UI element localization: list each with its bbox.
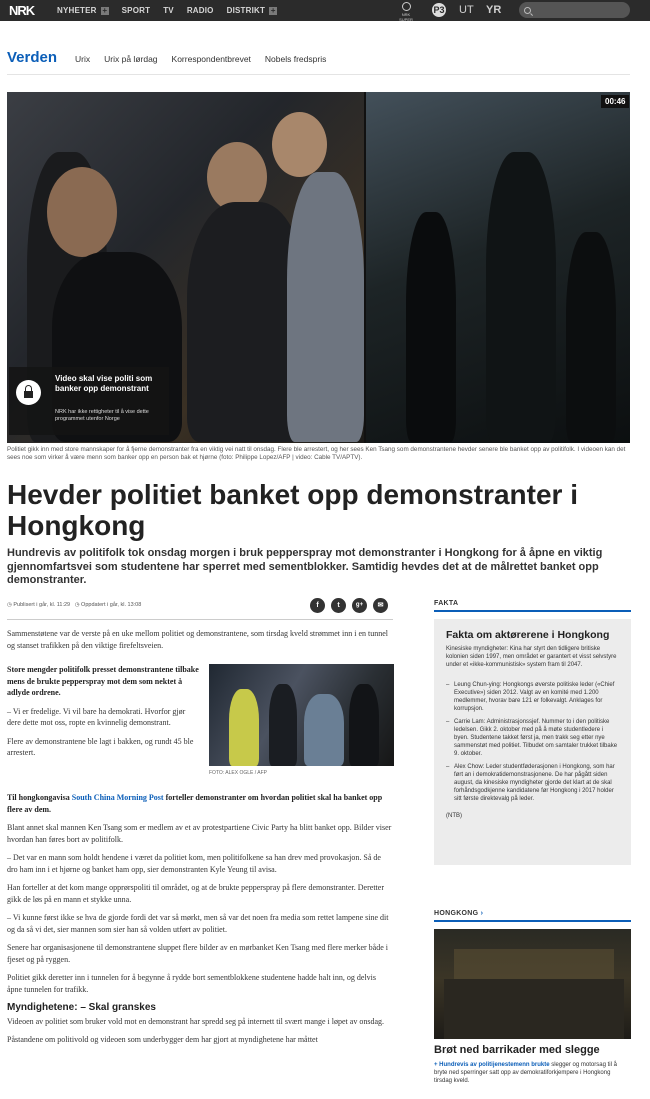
plus-icon[interactable]: + — [102, 5, 108, 15]
fakta-intro: Kinesiske myndigheter: Kina har styrt den tidligere britiske kolonien siden 1997, men området er garantert et visst selvstyre under et «ikke-kommunistisk» system fram til 2047. — [446, 646, 617, 668]
paragraph: Senere har organisasjonene til demonstrantene sluppet flere bilder av en mørbanket Ken Tsang med flere merker både i fjeset og på ryggen. — [7, 943, 389, 964]
paragraph: – Vi er fredelige. Vi vil bare ha demokrati. Hvorfor gjør dere dette mot oss, ropte en kvinnelig demonstrant. — [7, 706, 186, 727]
list-item: – Alex Chow: Leder studentføderasjonen i Hongkong, som har ført an i demokratidemonstrasjonene. De har pågått siden august, da kinesiske myndigheter gjorde det klart at de skal forhåndsgodkjenne kandidatene før Hongkong i 2017 holder sitt første direktevalg på leder. — [446, 763, 619, 803]
video-still — [366, 92, 630, 443]
divider — [434, 610, 631, 612]
paragraph: Videoen av politiet som bruker vold mot en demonstrant har spredd seg på internett til svært mange i løpet av onsdag. — [7, 1016, 384, 1026]
nav-item-radio[interactable]: RADIO — [186, 6, 214, 15]
p3-link[interactable]: P3 — [433, 5, 445, 15]
hongkong-label[interactable]: HONGKONG › — [434, 910, 484, 917]
fakta-source: (NTB) — [446, 813, 462, 819]
clock-icon: ◷ — [74, 602, 80, 608]
ut-link[interactable]: UT — [459, 4, 474, 16]
paragraph: – Vi kunne først ikke se hva de gjorde fordi det var så mørkt, men så var det noen fra media som rettet lampene sine dit og da så vi det, sier mannen som sier han så volden utført av politiet. — [7, 913, 389, 934]
article-meta — [7, 602, 141, 608]
inline-photo-caption: FOTO: ALEX OGLE / AFP — [209, 770, 267, 776]
video-locked-panel[interactable] — [9, 367, 169, 435]
nav-item-distrikt[interactable]: DISTRIKT + — [226, 5, 276, 15]
nrk-super-icon — [402, 2, 411, 11]
chevron-right-icon: › — [480, 910, 484, 917]
video-title: Video skal vise politi som banker opp demonstrant — [55, 374, 153, 393]
yr-link[interactable]: YR — [486, 4, 502, 16]
clock-icon: ◷ — [7, 602, 12, 608]
article-title: Hevder politiet banket opp demonstranter i Hongkong — [7, 479, 578, 541]
paragraph: Politiet gikk deretter inn i tunnelen for å begynne å rydde bort sementblokkene studentene hadde halt inn, og delvis åpne tunnelen for trafikk. — [7, 973, 377, 994]
googleplus-share-icon[interactable]: g+ — [352, 598, 367, 613]
section-tab-nobels-fredspris[interactable]: Nobels fredspris — [264, 54, 327, 64]
facebook-share-icon[interactable]: f — [310, 598, 325, 613]
section-tab-urix-lordag[interactable]: Urix på lørdag — [104, 54, 158, 64]
paragraph: Sammenstøtene var de verste på en uke mellom politiet og demonstrantene, som tirsdag kveld strømmet inn i en tunnel og stanset trafikken på den viktige firefeltsveien. — [7, 629, 389, 650]
paragraph: Flere av demonstrantene ble lagt i bakken, og rundt 45 ble arrestert. — [7, 736, 194, 757]
paragraph: Til hongkongavisa South China Morning Post forteller demonstranter om hvordan politiet skal ha banket opp flere av dem. — [7, 793, 383, 814]
section-nav — [7, 49, 340, 66]
hongkong-teaser-text: + Hundrevis av politijenestemenn brukte slegger og motorsag til å bryte ned sperringer satt opp av demokratiforkjempere i Hongkong tirsdag kveld. — [434, 1062, 617, 1084]
nrk-logo[interactable]: NRK — [9, 3, 35, 18]
section-tab-urix[interactable]: Urix — [75, 54, 91, 64]
list-item: – Carrie Lam: Administrasjonssjef. Nummer to i den politiske ledelsen. Gikk 2. oktober med på å møte studentledere i byen. Studentene takket først ja, men trakk seg etter nye sammenstøt med politiet. Tilbudet om samtaler trukket tilbake 9. oktober. — [446, 718, 619, 758]
article-lead: Hundrevis av politifolk tok onsdag morgen i bruk pepperspray mot demonstranter i Hongkong for å åpne en viktig gjennomfartsvei som studentene har sperret med sementblokker. Samtidig hevdes det at de målrettet banket opp demonstranter. — [7, 547, 603, 586]
hero-media[interactable] — [7, 92, 630, 443]
nav-item-tv[interactable]: TV — [163, 6, 174, 15]
inline-photo[interactable] — [209, 664, 394, 776]
paragraph: Han forteller at det kom mange opprørspoliti til området, og at de brukte pepperspray på flere demonstranter. Deretter gikk de løs på en mann et stykke unna. — [7, 883, 384, 904]
twitter-share-icon[interactable]: t — [331, 598, 346, 613]
plus-icon[interactable]: + — [270, 5, 276, 15]
divider — [434, 920, 631, 922]
fakta-list — [446, 681, 619, 803]
main-nav — [57, 6, 290, 15]
updated-time: Oppdatert i går, kl. 13:08 — [81, 602, 142, 608]
article-body-continued — [7, 792, 393, 1053]
mail-share-icon[interactable]: ✉ — [373, 598, 388, 613]
scmp-link[interactable]: South China Morning Post — [71, 793, 164, 802]
inline-photo-image — [209, 664, 394, 766]
nav-item-nyheter[interactable]: NYHETER + — [57, 5, 108, 15]
hongkong-teaser-image[interactable] — [434, 929, 631, 1039]
hongkong-teaser-title[interactable]: Brøt ned barrikader med slegge — [434, 1044, 600, 1056]
hongkong-teaser-link[interactable]: + Hundrevis av politijenestemenn brukte — [434, 1062, 550, 1068]
video-duration: 00:46 — [601, 95, 629, 108]
hero-caption: Politiet gikk inn med store mannskaper for å fjerne demonstranter fra en viktig vei natt til onsdag. Flere ble arrestert, og her sees Ken Tsang som demonstrantene hevder senere ble banket opp av politifolk. I videoen kan det sees noe som virker å være menn som banker opp en person bak et hjørne (foto: Philippe Lopez/AFP | video: Cable TV/APTV). — [7, 446, 626, 461]
paragraph: – Det var en mann som holdt hendene i været da politiet kom, men politifolkene sa han drev med provokasjon. Så de dro ham inn i et hjørne og banket ham opp, sier demonstranten Kyle Yeung til avisa. — [7, 853, 381, 874]
fakta-title: Fakta om aktørerene i Hongkong — [446, 629, 610, 641]
list-item: – Leung Chun-ying: Hongkongs øverste politiske leder («Chief Executive») siden 2012. Valgt av en komité med 1.200 medlemmer, hvorav bare 121 er folkevalgt. Anklages for korrupsjon. — [446, 681, 619, 713]
subheading: Myndighetene: – Skal granskes — [7, 1002, 156, 1013]
paragraph: Store mengder politifolk presset demonstrantene tilbake mens de brukte pepperspray mot dem som nektet å adlyde ordrene. — [7, 665, 199, 697]
published-time: Publisert i går, kl. 11:29 — [13, 602, 71, 608]
top-navigation-bar — [0, 0, 650, 21]
divider — [7, 619, 393, 620]
nrk-super-link[interactable]: NRK SUPER — [397, 2, 415, 19]
paragraph: Blant annet skal mannen Ken Tsang som er medlem av et av protestpartiene Civic Party ha blitt banket opp. Bilder viser hvordan han føres bort av politifolk. — [7, 823, 392, 844]
lock-icon — [16, 380, 41, 405]
fakta-box — [434, 619, 631, 865]
nav-item-sport[interactable]: SPORT — [121, 6, 151, 15]
search-input[interactable] — [519, 2, 630, 18]
search-icon — [524, 7, 531, 14]
section-heading[interactable]: Verden — [7, 49, 58, 66]
article-body-narrow — [7, 664, 199, 766]
article-body — [7, 628, 393, 658]
fakta-label: FAKTA — [434, 600, 459, 607]
video-rights-notice: NRK har ikke rettigheter til å vise dette programmet utenfor Norge — [55, 409, 149, 422]
paragraph: Påstandene om politivold og videoen som underbygger dem har gjort at myndighetene har måttet — [7, 1035, 318, 1044]
section-tab-korrespondentbrevet[interactable]: Korrespondentbrevet — [171, 54, 251, 64]
divider — [7, 74, 630, 75]
